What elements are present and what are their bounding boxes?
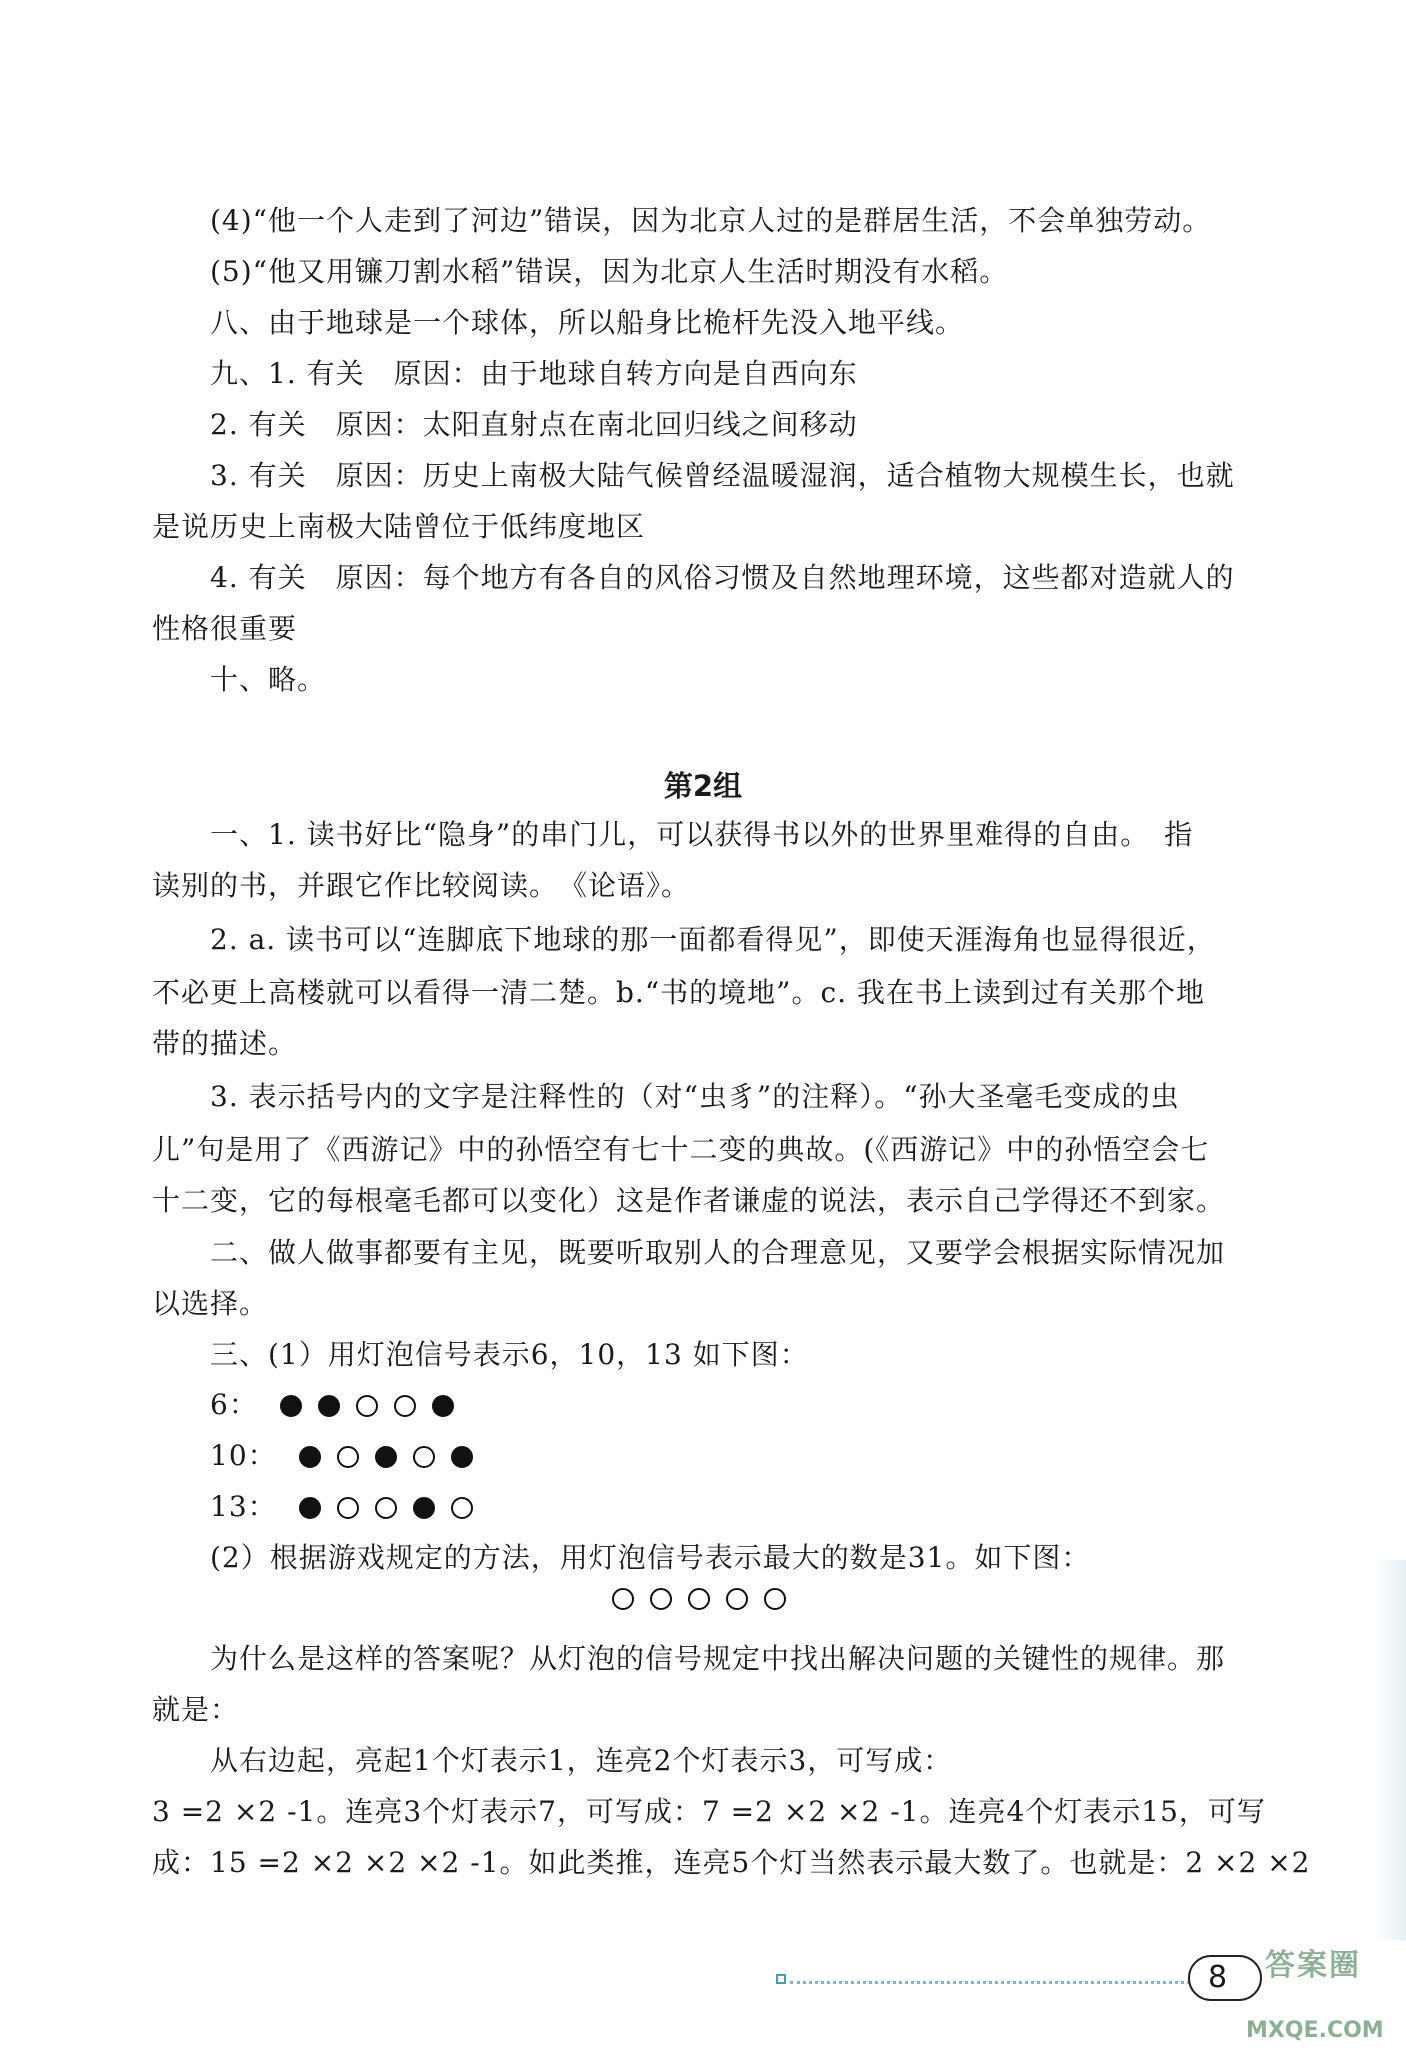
answer-line: 3. 有关 原因：历史上南极大陆气候曾经温暖湿润，适合植物大规模生长，也就 xyxy=(210,459,1235,492)
unlit-bulb-icon xyxy=(451,1497,473,1519)
answer-line: 为什么是这样的答案呢？从灯泡的信号规定中找出解决问题的关键性的规律。那 xyxy=(210,1642,1226,1675)
answer-line: 3 =2 ×2 -1。连亮3个灯表示7，可写成：7 =2 ×2 ×2 -1。连亮4个灯表示15，可写 xyxy=(152,1795,1266,1828)
answer-line: 就是： xyxy=(152,1693,240,1726)
answer-line: 读别的书，并跟它作比较阅读。 《论语》。 xyxy=(152,869,691,902)
answer-line: (4)“他一个人走到了河边”错误，因为北京人过的是群居生活，不会单独劳动。 xyxy=(210,204,1212,237)
max-bulb-signal xyxy=(612,1588,802,1611)
answer-line: 从右边起，亮起1个灯表示1，连亮2个灯表示3，可写成： xyxy=(210,1744,953,1777)
lit-bulb-icon xyxy=(413,1497,435,1519)
answer-line: 成：15 =2 ×2 ×2 ×2 -1。如此类推，连亮5个灯当然表示最大数了。也就是：2 ×2 ×2 xyxy=(152,1846,1311,1879)
lit-bulb-icon xyxy=(375,1446,397,1468)
lit-bulb-icon xyxy=(451,1446,473,1468)
answer-line: 2. 有关 原因：太阳直射点在南北回归线之间移动 xyxy=(210,408,858,441)
bulb-row-label: 10： xyxy=(210,1439,277,1472)
watermark-logo: 答案圈 xyxy=(1265,1948,1361,1983)
bulb-signal xyxy=(299,1487,489,1527)
answer-line: 十二变，它的每根毫毛都可以变化）这是作者谦虚的说法，表示自己学得还不到家。 xyxy=(152,1184,1226,1217)
watermark-url: MXQE.COM xyxy=(1246,2018,1384,2043)
bulb-signal xyxy=(299,1436,489,1476)
answer-line: 带的描述。 xyxy=(152,1027,298,1060)
answer-line: 十、略。 xyxy=(210,663,327,696)
bulb-row xyxy=(210,1436,489,1476)
answer-line: 以选择。 xyxy=(152,1287,269,1320)
bulb-row xyxy=(210,1385,470,1425)
page-number: 8 xyxy=(1208,1960,1228,1995)
lit-bulb-icon xyxy=(299,1497,321,1519)
answer-line: (2）根据游戏规定的方法，用灯泡信号表示最大的数是31。如下图： xyxy=(210,1541,1091,1574)
unlit-bulb-icon xyxy=(688,1588,710,1610)
answer-line: 九、1. 有关 原因：由于地球自转方向是自西向东 xyxy=(210,357,858,390)
footer-square-icon xyxy=(776,1974,786,1984)
answer-line: 不必更上高楼就可以看得一清二楚。b.“书的境地”。c. 我在书上读到过有关那个地 xyxy=(152,976,1205,1009)
answer-line: (5)“他又用镰刀割水稻”错误，因为北京人生活时期没有水稻。 xyxy=(210,255,1009,288)
answer-line: 八、由于地球是一个球体，所以船身比桅杆先没入地平线。 xyxy=(210,306,965,339)
answer-line: 性格很重要 xyxy=(152,612,298,645)
lit-bulb-icon xyxy=(318,1395,340,1417)
unlit-bulb-icon xyxy=(612,1588,634,1610)
answer-line: 三、(1）用灯泡信号表示6，10，13 如下图： xyxy=(210,1338,809,1371)
unlit-bulb-icon xyxy=(356,1395,378,1417)
footer-dotted-rule xyxy=(790,1981,1190,1984)
bulb-row-label: 6： xyxy=(210,1388,258,1421)
group-heading: 第2组 xyxy=(663,769,743,803)
answer-line: 4. 有关 原因：每个地方有各自的风俗习惯及自然地理环境，这些都对造就人的 xyxy=(210,561,1235,594)
unlit-bulb-icon xyxy=(337,1446,359,1468)
unlit-bulb-icon xyxy=(726,1588,748,1610)
answer-line: 3. 表示括号内的文字是注释性的（对“虫豸”的注释）。“孙大圣毫毛变成的虫 xyxy=(210,1080,1180,1113)
unlit-bulb-icon xyxy=(764,1588,786,1610)
lit-bulb-icon xyxy=(432,1395,454,1417)
bulb-row-label: 13： xyxy=(210,1490,277,1523)
answer-line: 二、做人做事都要有主见，既要听取别人的合理意见，又要学会根据实际情况加 xyxy=(210,1236,1226,1269)
unlit-bulb-icon xyxy=(650,1588,672,1610)
bulb-row xyxy=(210,1487,489,1527)
answer-line: 是说历史上南极大陆曾位于低纬度地区 xyxy=(152,510,646,543)
answer-line: 一、1. 读书好比“隐身”的串门儿，可以获得书以外的世界里难得的自由。 指 xyxy=(210,818,1194,851)
answer-line: 儿”句是用了《西游记》中的孙悟空有七十二变的典故。(《西游记》中的孙悟空会七 xyxy=(152,1133,1210,1166)
unlit-bulb-icon xyxy=(413,1446,435,1468)
bulb-signal xyxy=(280,1385,470,1425)
unlit-bulb-icon xyxy=(337,1497,359,1519)
lit-bulb-icon xyxy=(280,1395,302,1417)
unlit-bulb-icon xyxy=(375,1497,397,1519)
page-edge-shading xyxy=(1374,1560,1406,1940)
answer-line: 2. a. 读书可以“连脚底下地球的那一面都看得见”，即使天涯海角也显得很近， xyxy=(210,923,1216,956)
unlit-bulb-icon xyxy=(394,1395,416,1417)
lit-bulb-icon xyxy=(299,1446,321,1468)
